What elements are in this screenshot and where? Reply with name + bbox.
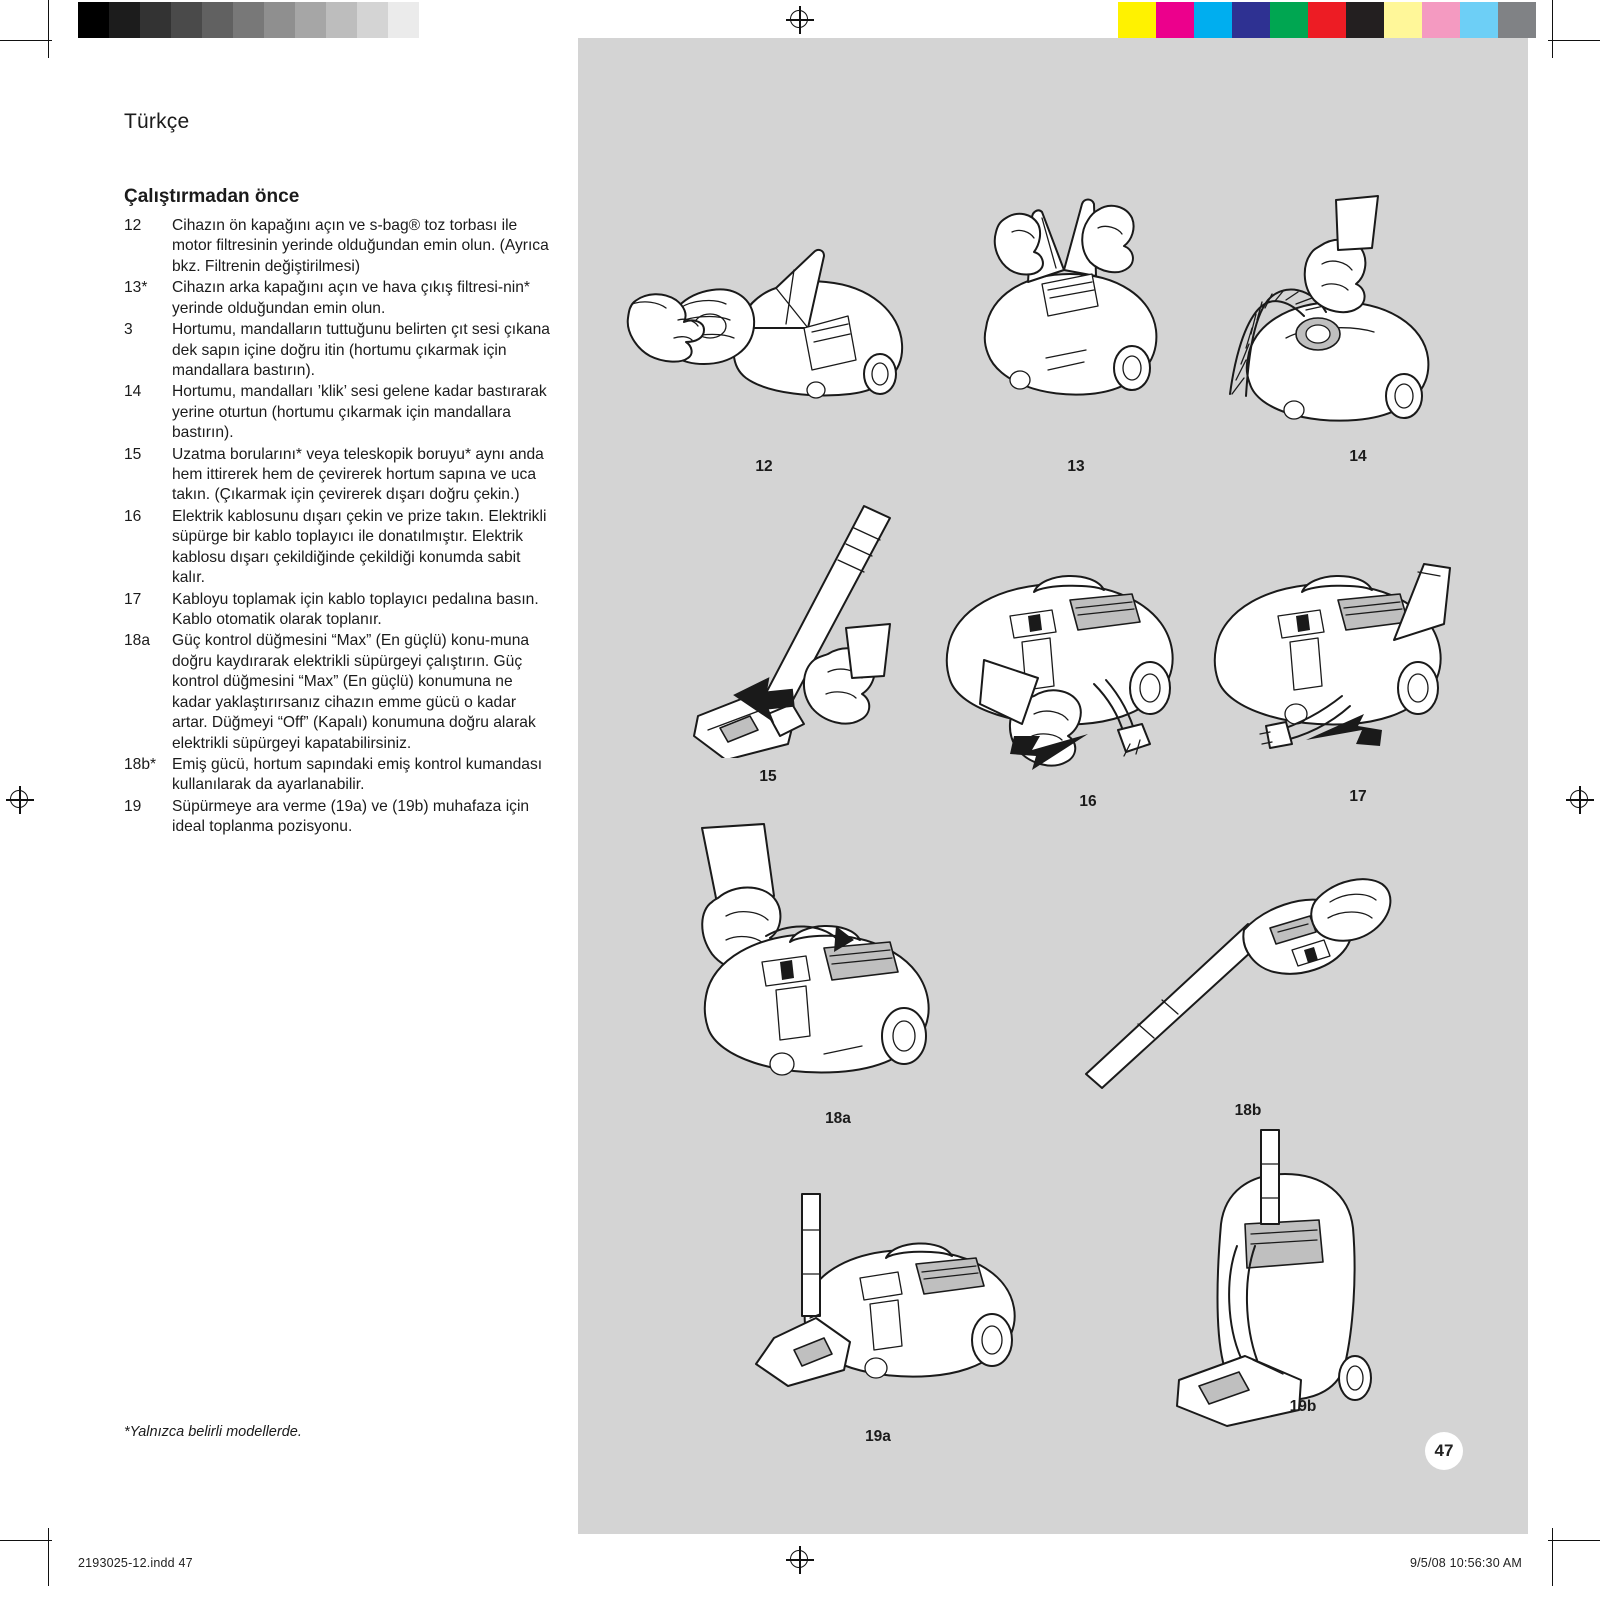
grayscale-control-strip: [78, 2, 450, 38]
color-swatch: [1194, 2, 1232, 38]
step-text: Kabloyu toplamak için kablo toplayıcı pedalına basın. Kablo otomatik olarak toplanır.: [172, 590, 539, 629]
grayscale-swatch: [419, 2, 450, 38]
fig-15: [668, 478, 928, 785]
step-number: 3: [124, 321, 133, 339]
registration-mark-left: [6, 786, 34, 814]
step-number: 12: [124, 217, 142, 234]
step-text: Hortumu, mandalların tuttuğunu belirten çıt sesi çıkana dek sapın içine doğru itin (hortumu çıkarmak için mandallara bastırın).: [172, 321, 550, 379]
registration-mark-right: [1566, 786, 1594, 814]
step-number: 16: [124, 507, 142, 525]
step-number: 18b*: [124, 755, 157, 773]
page-number-badge: 47: [1425, 1432, 1463, 1470]
color-swatch: [1346, 2, 1384, 38]
instruction-step: [124, 382, 554, 443]
step-text: Cihazın ön kapağını açın ve s-bag® toz torbası ile motor filtresinin yerinde olduğundan emin olun. (Ayrıca bkz. Filtrenin değiştirilmesi): [172, 217, 549, 275]
step-text: Uzatma borularını* veya teleskopik boruyu* aynı anda hem ittirerek hem de çevirerek hortum sapına ve uca takın. (Çıkarmak için çevirerek dışarı doğru çekin.): [172, 445, 544, 504]
section-heading: Çalıştırmadan önce: [124, 186, 300, 207]
color-swatch: [1270, 2, 1308, 38]
grayscale-swatch: [388, 2, 419, 38]
instruction-step: [124, 590, 554, 631]
grayscale-swatch: [295, 2, 326, 38]
fig-19a-label: 19a: [865, 1428, 891, 1445]
color-swatch: [1118, 2, 1156, 38]
fig-13-label: 13: [1067, 458, 1085, 475]
fig-13: [946, 158, 1206, 475]
fig-16-label: 16: [1079, 793, 1097, 810]
grayscale-swatch: [78, 2, 109, 38]
instruction-step: [124, 216, 554, 277]
fig-19b: [1133, 1128, 1433, 1428]
language-heading: Türkçe: [124, 110, 190, 133]
crop-mark-top-right: [1548, 40, 1600, 41]
color-swatch: [1384, 2, 1422, 38]
color-swatch: [1308, 2, 1346, 38]
fig-12-label: 12: [755, 458, 773, 475]
fig-14: [1208, 188, 1478, 465]
crop-mark-left-bottom: [48, 1528, 49, 1586]
grayscale-swatch: [109, 2, 140, 38]
crop-mark-right-bottom: [1552, 1528, 1553, 1586]
color-swatch: [1156, 2, 1194, 38]
color-control-strip: [1118, 2, 1536, 38]
instruction-step: [124, 320, 554, 381]
crop-mark-bottom-right: [1548, 1540, 1600, 1541]
step-number: 14: [124, 383, 142, 401]
step-number: 15: [124, 445, 142, 463]
crop-mark-right: [1552, 0, 1553, 58]
footnote: *Yalnızca belirli modellerde.: [124, 1424, 302, 1440]
step-text: Elektrik kablosunu dışarı çekin ve prize takın. Elektrikli süpürge bir kablo toplayıcı ile donatılmıştır. Elektrik kablosu dışarı çekildiğinde çekildiği konumda sabit kalır.: [172, 507, 547, 587]
grayscale-swatch: [233, 2, 264, 38]
grayscale-swatch: [171, 2, 202, 38]
instruction-steps: [124, 216, 554, 838]
illustration-panel: [578, 38, 1528, 1534]
fig-18b-label: 18b: [1234, 1102, 1262, 1119]
grayscale-swatch: [326, 2, 357, 38]
step-text: Süpürmeye ara verme (19a) ve (19b) muhafaza için ideal toplanma pozisyonu.: [172, 797, 530, 836]
crop-mark-bottom-left: [0, 1540, 52, 1541]
step-text: Hortumu, mandalları ’klik’ sesi gelene kadar bastırarak yerine oturtun (hortumu çıkarmak için mandallara bastırın).: [172, 383, 547, 442]
print-slug-left: 2193025-12.indd 47: [78, 1556, 193, 1570]
fig-18a: [678, 818, 978, 1127]
fig-12: [618, 208, 918, 475]
instruction-step: [124, 797, 554, 838]
step-text: Emiş gücü, hortum sapındaki emiş kontrol kumandası kullanılarak da ayarlanabilir.: [172, 755, 543, 794]
fig-17-label: 17: [1349, 788, 1367, 805]
fig-14-label: 14: [1349, 448, 1367, 465]
instruction-step: [124, 507, 554, 589]
step-text: Güç kontrol düğmesini “Max” (En güçlü) konu-muna doğru kaydırarak elektrikli süpürgeyi çalıştırın. Güç kontrol düğmesini “Max” (En güçlü) konumuna ne kadar yaklaştırırsanız cihazın emme gücü o kadar artar. Düğmeyi “Off” (Kapalı) konumuna doğru alarak elektrikli süpürgeyi kapatabilirsiniz.: [172, 632, 536, 752]
registration-mark-top: [786, 6, 814, 34]
registration-mark-bottom: [786, 1546, 814, 1574]
color-swatch: [1232, 2, 1270, 38]
fig-17: [1188, 528, 1488, 805]
step-number: 13*: [124, 279, 148, 297]
crop-mark-top-left: [0, 40, 52, 41]
color-swatch: [1422, 2, 1460, 38]
instruction-step: [124, 755, 554, 796]
instruction-step: [124, 278, 554, 319]
color-swatch: [1498, 2, 1536, 38]
fig-15-label: 15: [759, 768, 777, 785]
grayscale-swatch: [202, 2, 233, 38]
grayscale-swatch: [357, 2, 388, 38]
fig-18a-label: 18a: [825, 1110, 851, 1127]
color-swatch: [1460, 2, 1498, 38]
step-text: Cihazın arka kapağını açın ve hava çıkış filtresi-nin* yerinde olduğundan emin olun.: [172, 279, 530, 317]
fig-18b: [1078, 868, 1398, 1119]
text-column: [124, 110, 554, 839]
step-number: 17: [124, 590, 142, 608]
step-number: 18a: [124, 632, 151, 650]
crop-mark-left: [48, 0, 49, 58]
step-number: 19: [124, 797, 142, 815]
grayscale-swatch: [140, 2, 171, 38]
fig-19b-label: 19b: [1289, 1398, 1317, 1415]
instruction-step: [124, 631, 554, 754]
fig-16: [918, 538, 1218, 810]
fig-19a: [718, 1188, 1038, 1445]
print-slug-right: 9/5/08 10:56:30 AM: [1409, 1556, 1522, 1570]
instruction-step: [124, 445, 554, 506]
grayscale-swatch: [264, 2, 295, 38]
